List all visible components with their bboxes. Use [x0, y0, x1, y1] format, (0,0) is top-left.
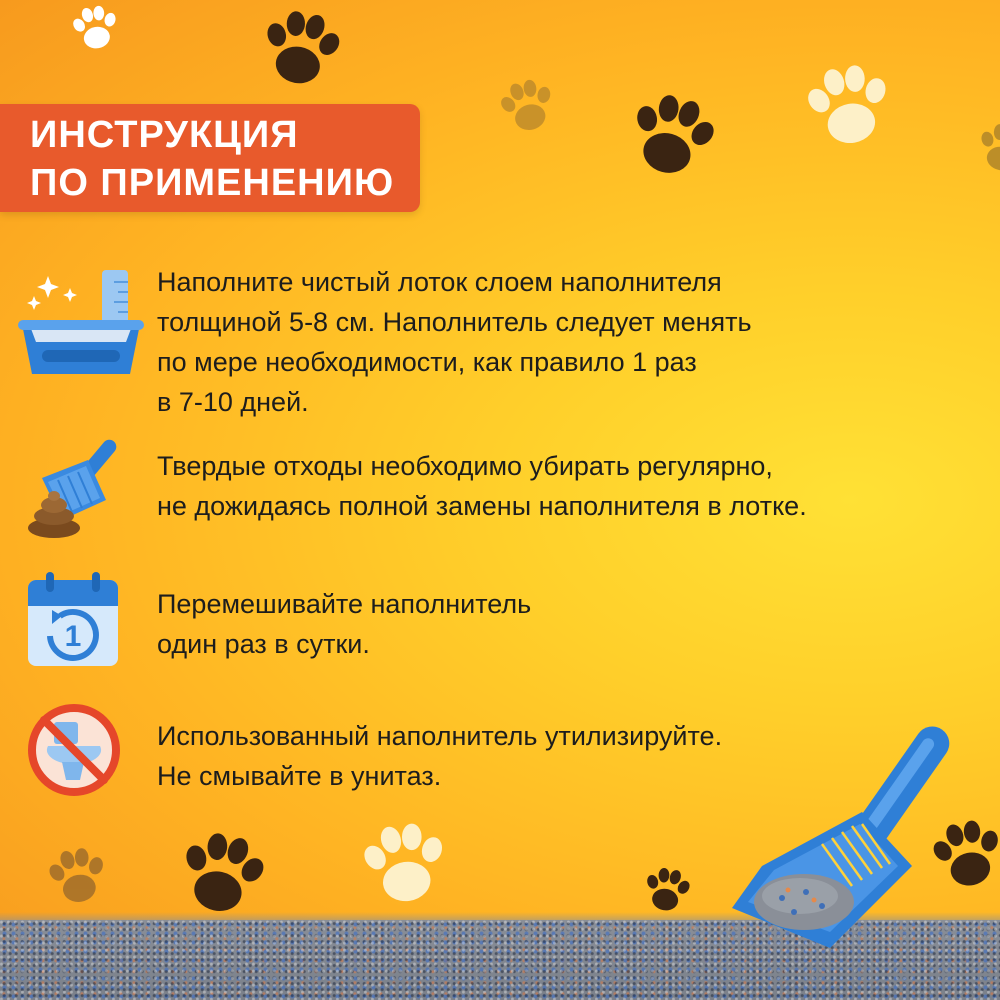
paw-print-icon — [806, 62, 890, 146]
instruction-line: Перемешивайте наполнитель — [157, 589, 532, 619]
instruction-line: один раз в сутки. — [157, 629, 370, 659]
instruction-line: Твердые отходы необходимо убирать регулярно, — [157, 451, 773, 481]
instruction-line: в 7-10 дней. — [157, 387, 309, 417]
title-line-1: ИНСТРУКЦИЯ — [30, 114, 299, 156]
paw-print-icon — [72, 4, 118, 50]
paw-print-icon — [48, 846, 106, 904]
instruction-item-2 — [157, 446, 807, 526]
instruction-line: Наполните чистый лоток слоем наполнителя — [157, 267, 722, 297]
instruction-item-1 — [157, 262, 752, 422]
paw-print-icon — [978, 122, 1000, 172]
paw-print-icon — [362, 820, 446, 904]
paw-print-icon — [180, 830, 264, 914]
calendar-icon — [26, 570, 120, 668]
instruction-line: толщиной 5-8 см. Наполнитель следует менять — [157, 307, 752, 337]
litter-box-icon — [14, 262, 148, 386]
no-toilet-icon — [24, 700, 124, 800]
instruction-item-3 — [157, 584, 531, 664]
instruction-line: Не смывайте в унитаз. — [157, 761, 442, 791]
instruction-line: Использованный наполнитель утилизируйте. — [157, 721, 723, 751]
paw-print-icon — [644, 866, 690, 912]
paw-print-icon — [500, 78, 554, 132]
instruction-line: по мере необходимости, как правило 1 раз — [157, 347, 697, 377]
scoop-with-waste-icon — [22, 430, 134, 542]
litter-scoop-icon — [722, 716, 982, 956]
paw-print-icon — [262, 8, 340, 86]
calendar-number: 1 — [64, 620, 82, 653]
paw-print-icon — [630, 92, 714, 176]
title-line-2: ПО ПРИМЕНЕНИЮ — [30, 162, 395, 204]
title-banner — [0, 104, 420, 212]
instruction-item-4 — [157, 716, 722, 796]
instruction-line: не дожидаясь полной замены наполнителя в лотке. — [157, 491, 807, 521]
